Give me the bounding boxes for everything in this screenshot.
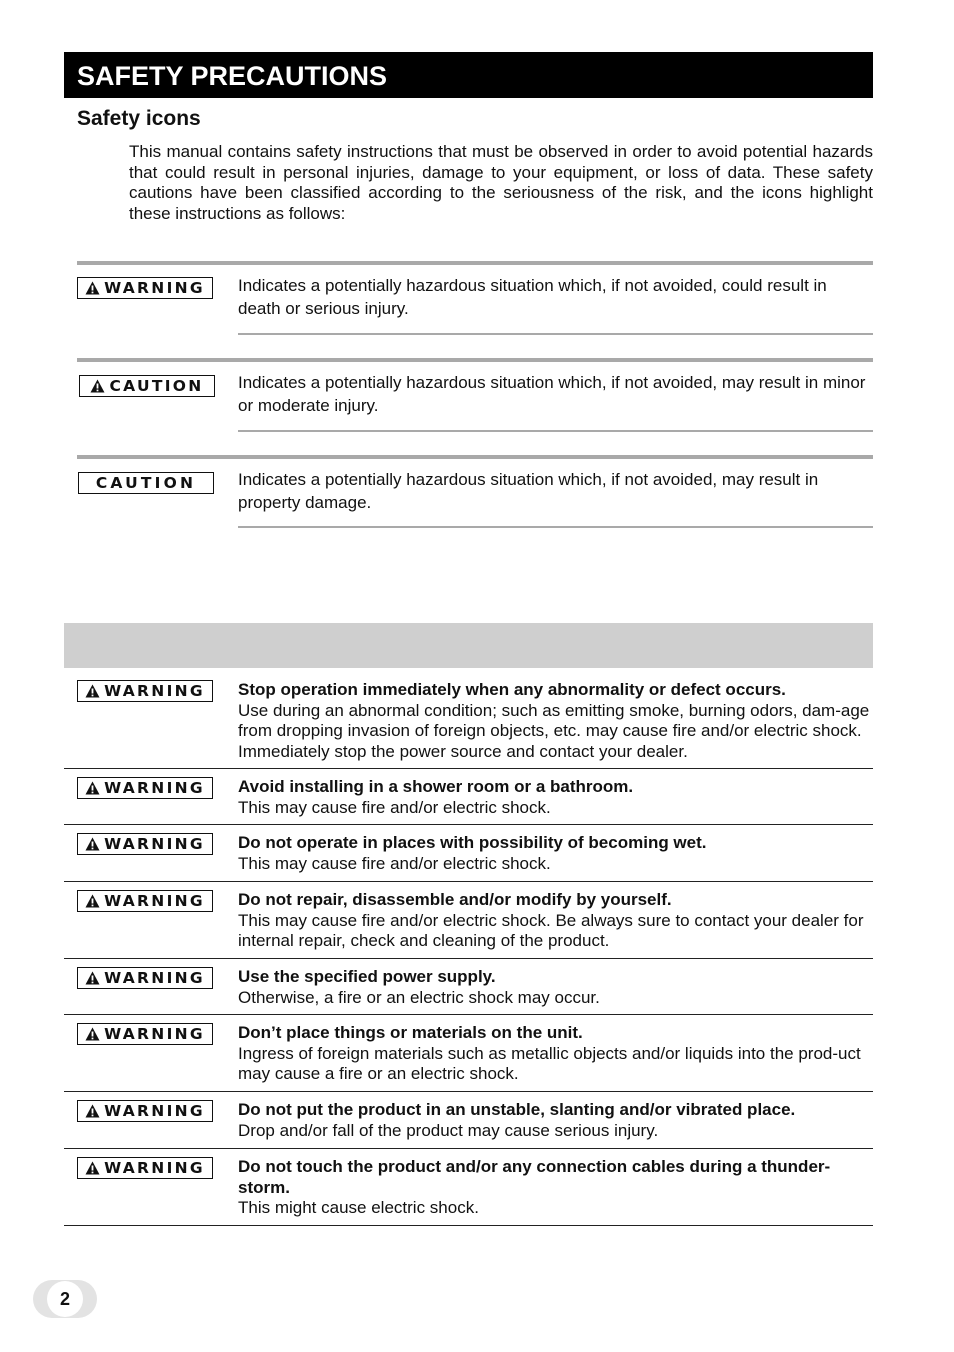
warning-text [238,967,874,1008]
warning-badge [77,777,213,799]
warning-triangle-icon [85,1027,100,1041]
badge-label: WARNING [104,835,205,853]
warning-badge [77,680,213,702]
warning-badge [77,967,213,989]
badge-label: WARNING [104,892,205,910]
warning-triangle-icon [85,781,100,795]
intro-paragraph: This manual contains safety instructions that must be observed in order to avoid potential hazards that could result in personal injuries, damage to your equipment, or loss of data. These safety cautions have been classified according to the seriousness of the risk, and the icons highlight these instructions as follows: [129,142,873,223]
badge-label: CAUTION [95,474,197,492]
warning-title: Do not repair, disassemble and/or modify by yourself. [238,890,672,909]
warning-text [238,833,874,874]
warning-item [64,882,873,959]
warning-badge [77,1023,213,1045]
warning-item [64,1092,873,1149]
badge-label: WARNING [104,779,205,797]
warning-body: Use during an abnormal condition; such as emitting smoke, burning odors, dam-age from dropping invasion of foreign objects, etc. may cause fire and/or electric shock. Immediately stop the power source and contact your dealer. [238,700,870,761]
badge-label: WARNING [104,279,205,297]
warning-title: Use the specified power supply. [238,967,496,986]
divider [77,455,873,459]
warning-triangle-icon [90,379,105,393]
page-number-badge [33,1280,97,1318]
badge-label: CAUTION [109,377,204,395]
warning-title: Do not put the product in an unstable, slanting and/or vibrated place. [238,1100,796,1119]
warning-triangle-icon [85,1161,100,1175]
warning-badge [77,890,213,912]
warning-body: This might cause electric shock. [238,1198,479,1217]
warning-text [238,680,874,762]
warning-badge [77,1157,213,1179]
icon-row-warning [77,261,873,335]
warning-body: This may cause fire and/or electric shock. Be always sure to contact your dealer for internal repair, check and cleaning of the product. [238,910,864,950]
warning-item [64,959,873,1015]
warning-triangle-icon [85,281,100,295]
warning-body: This may cause fire and/or electric shock. [238,853,551,873]
warning-text [238,1157,874,1219]
icon-description: Indicates a potentially hazardous situation which, if not avoided, may result in property damage. [238,470,819,512]
warning-body: Otherwise, a fire or an electric shock may occur. [238,987,600,1007]
warning-item [64,1149,873,1226]
warning-badge [77,1100,213,1122]
divider [238,333,873,335]
badge-label: WARNING [104,682,205,700]
warning-triangle-icon [85,1104,100,1118]
warning-title: Avoid installing in a shower room or a bathroom. [238,777,634,796]
warning-item [64,1015,873,1092]
icon-description: Indicates a potentially hazardous situation which, if not avoided, could result in death or serious injury. [238,276,827,318]
page-title: SAFETY PRECAUTIONS [64,52,873,98]
caution-badge [79,375,215,397]
badge-label: WARNING [104,1159,205,1177]
page-number: 2 [47,1281,83,1317]
warning-text [238,1100,874,1141]
warning-body: Drop and/or fall of the product may cause serious injury. [238,1120,659,1140]
caution-badge-plain [78,472,214,494]
divider [77,261,873,265]
warning-badge [77,833,213,855]
warning-title: Do not operate in places with possibility of becoming wet. [238,833,707,852]
warning-body: This may cause fire and/or electric shock. [238,797,551,817]
section-band [64,623,873,668]
warning-body: Ingress of foreign materials such as metallic objects and/or liquids into the prod-uct may cause a fire or an electric shock. [238,1043,861,1083]
icon-row-caution-property [77,455,873,529]
badge-label: WARNING [104,1102,205,1120]
warning-text [238,890,874,952]
divider [64,1225,873,1227]
warning-title: Do not touch the product and/or any connection cables during a thunder-storm. [238,1157,831,1197]
warning-title: Stop operation immediately when any abnormality or defect occurs. [238,680,786,699]
warning-title: Don’t place things or materials on the unit. [238,1023,583,1042]
warning-item [64,672,873,769]
badge-label: WARNING [104,1025,205,1043]
warning-item [64,769,873,825]
warning-triangle-icon [85,971,100,985]
divider [238,430,873,432]
badge-label: WARNING [104,969,205,987]
warning-text [238,777,874,818]
divider [238,526,873,528]
warning-badge [77,277,213,299]
divider [77,358,873,362]
warning-triangle-icon [85,684,100,698]
warning-triangle-icon [85,837,100,851]
icon-description: Indicates a potentially hazardous situation which, if not avoided, may result in minor or moderate injury. [238,373,866,415]
icon-row-caution [77,358,873,432]
section-heading-safety-icons: Safety icons [77,107,201,130]
warning-text [238,1023,874,1085]
warning-item [64,825,873,882]
warning-triangle-icon [85,894,100,908]
